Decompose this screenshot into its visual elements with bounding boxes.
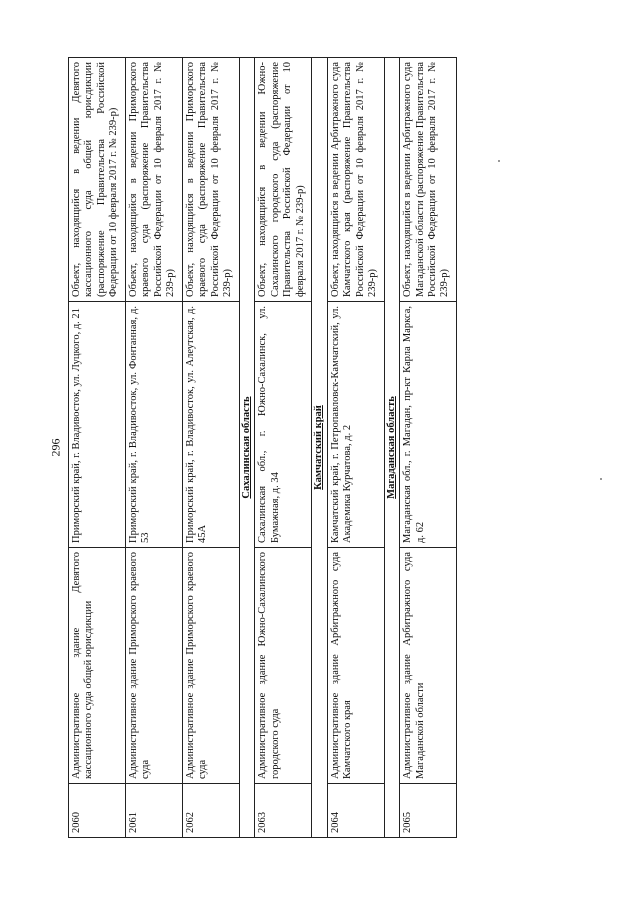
row-number: 2061 [126,784,183,838]
object-basis: Объект, находящийся в ведении Девятого кассационного суда общей юрисдикции (распоряжение Правительства Российской Федерации от 10 февраля 2017 г. № 239-р) [69,58,126,302]
region-title [240,58,255,838]
row-number: 2065 [400,784,457,838]
table-row [255,58,312,838]
table-row [69,58,126,838]
region-title [312,58,327,838]
rotated-table-frame [68,58,468,838]
object-name: Административное здание Южно-Сахалинского городского суда [255,548,312,784]
region-title-text: Сахалинская область [241,396,252,499]
object-address: Приморский край, г. Владивосток, ул. Луцкого, д. 21 [69,302,126,548]
table-row [400,58,457,838]
scan-speck [600,478,602,480]
object-address: Сахалинская обл., г. Южно-Сахалинск, ул. Бумажная, д. 34 [255,302,312,548]
object-basis: Объект, находящийся в ведении Южно-Сахалинского городского суда (распоряжение Правительства Российской Федерации от 10 февраля 2017 г. № 239-р) [255,58,312,302]
scan-speck [498,160,500,162]
document-table-container [68,58,468,838]
object-name: Административное здание Приморского краевого суда [126,548,183,784]
row-number: 2062 [183,784,240,838]
region-header-row [384,58,399,838]
object-basis: Объект, находящийся в ведении Арбитражного суда Камчатского края (распоряжение Правительства Российской Федерации от 10 февраля 2017 г. № 239-р) [327,58,384,302]
object-name: Административное здание Приморского краевого суда [183,548,240,784]
table-row [183,58,240,838]
object-address: Приморский край, г. Владивосток, ул. Алеутская, д. 45А [183,302,240,548]
region-title-text: Магаданская область [385,396,397,499]
object-basis: Объект, находящийся в ведении Приморского краевого суда (распоряжение Правительства Российской Федерации от 10 февраля 2017 г. № 239-р) [183,58,240,302]
object-address: Приморский край, г. Владивосток, ул. Фонтанная, д. 53 [126,302,183,548]
page-number: 296 [48,438,63,457]
region-title-text: Камчатский край [313,405,325,490]
table-row [327,58,384,838]
object-name: Административное здание Арбитражного суда Камчатского края [327,548,384,784]
object-basis: Объект, находящийся в ведении Арбитражного суда Магаданской области (распоряжение Правительства Российской Федерации от 10 февраля 2017 г. № 239-р) [400,58,457,302]
object-name: Административное здание Арбитражного суда Магаданской области [400,548,457,784]
row-number: 2063 [255,784,312,838]
region-title [384,58,399,838]
row-number: 2060 [69,784,126,838]
object-address: Камчатский край, г. Петропавловск-Камчатский, ул. Академика Курчатова, д. 2 [327,302,384,548]
region-header-row [240,58,255,838]
table-row [126,58,183,838]
object-name: Административное здание Девятого кассационного суда общей юрисдикции [69,548,126,784]
object-basis: Объект, находящийся в ведении Приморского краевого суда (распоряжение Правительства Российской Федерации от 10 февраля 2017 г. № 239-р) [126,58,183,302]
object-address: Магаданская обл., г. Магадан, пр-кт Карла Маркса, д. 62 [400,302,457,548]
row-number: 2064 [327,784,384,838]
region-header-row [312,58,327,838]
property-list-table [68,57,457,838]
